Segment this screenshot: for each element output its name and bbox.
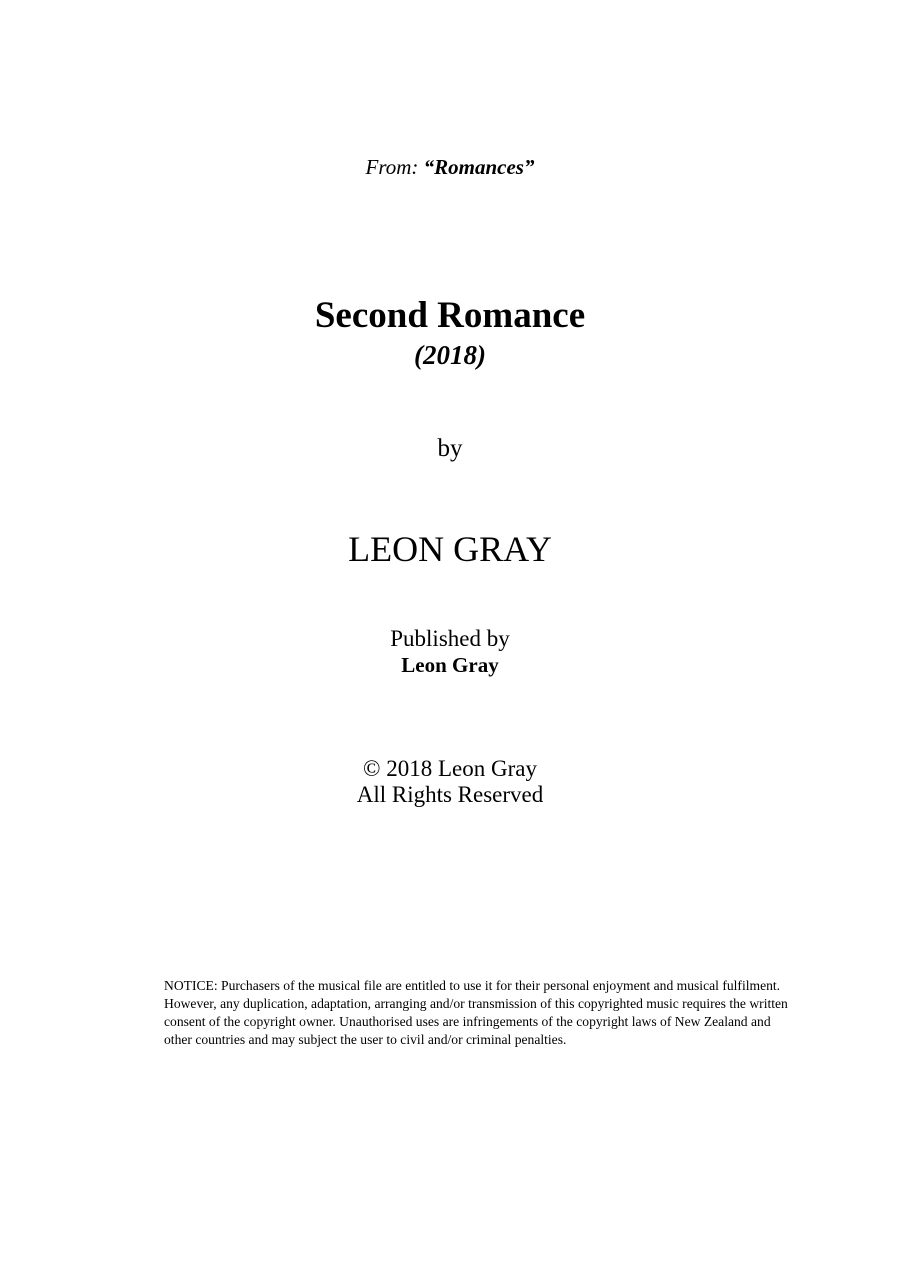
piece-year: (2018) bbox=[414, 340, 486, 370]
copyright-line: © 2018 Leon Gray bbox=[363, 756, 537, 781]
collection-source-line bbox=[0, 155, 900, 180]
collection-title: “Romances” bbox=[423, 155, 535, 179]
from-prefix: From: bbox=[365, 155, 424, 179]
legal-notice: NOTICE: Purchasers of the musical file are entitled to use it for their personal enjoyment and musical fulfilment. However, any duplication, adaptation, arranging and/or transmission of this copyrighted music requires the written consent of the copyright owner. Unauthorised uses are infringements of the copyright laws of New Zealand and other countries and may subject the user to civil and/or criminal penalties. bbox=[164, 978, 788, 1047]
piece-title: Second Romance bbox=[314, 295, 586, 336]
publisher-name: Leon Gray bbox=[401, 653, 499, 677]
published-by-label: Published by bbox=[390, 626, 510, 651]
composer-name: LEON GRAY bbox=[348, 529, 552, 569]
by-line: by bbox=[437, 435, 463, 462]
rights-reserved-line: All Rights Reserved bbox=[356, 782, 544, 807]
